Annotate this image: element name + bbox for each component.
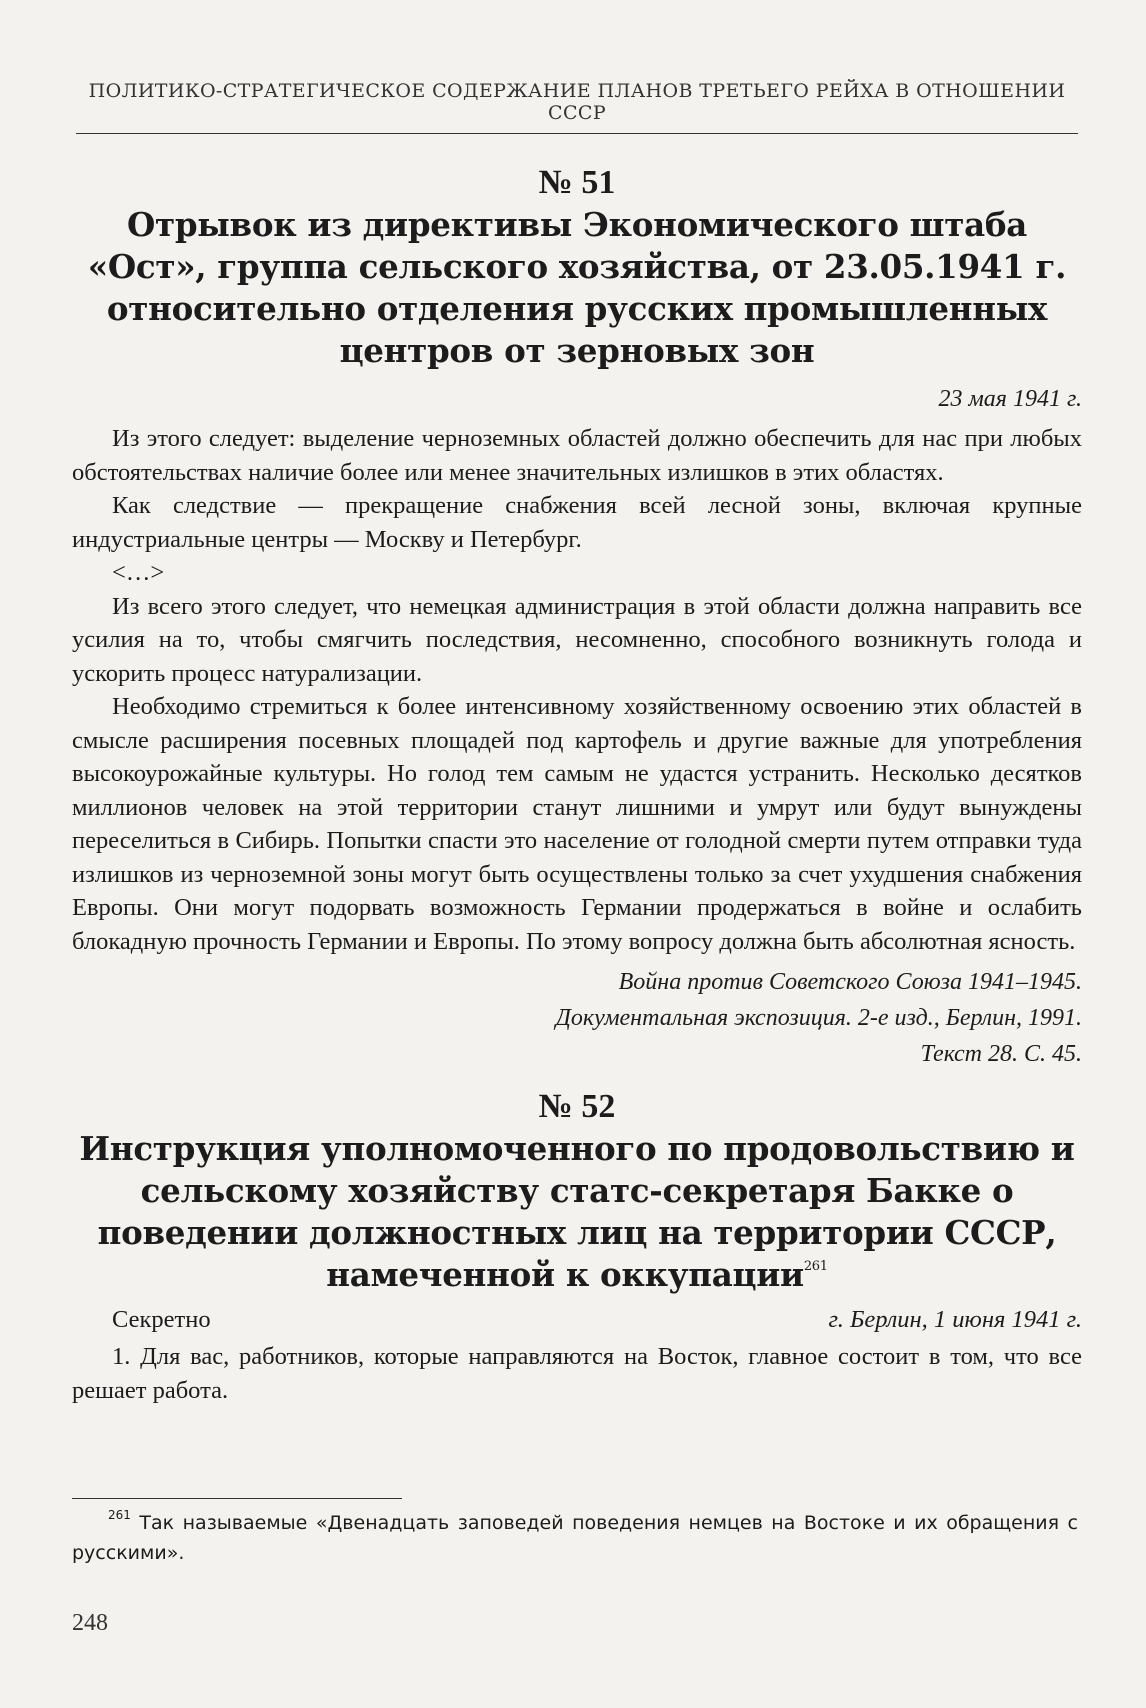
omission-mark: <…> [112, 559, 165, 586]
running-header: ПОЛИТИКО-СТРАТЕГИЧЕСКОЕ СОДЕРЖАНИЕ ПЛАНОВ ТРЕТЬЕГО РЕЙХА В ОТНОШЕНИИ СССР [88, 80, 1066, 124]
footnote-text: Так называемые «Двенадцать заповедей поведения немцев на Востоке и их обращения с русскими». [72, 1512, 1078, 1564]
paragraph: 1. Для вас, работников, которые направляются на Восток, главное состоит в том, что все решает работа. [72, 1343, 1082, 1404]
source-line: Документальная экспозиция. 2-е изд., Берлин, 1991. [555, 1005, 1082, 1031]
footnote [72, 1508, 1078, 1568]
place-and-date: г. Берлин, 1 июня 1941 г. [828, 1306, 1082, 1333]
document-number: № 51 [538, 164, 616, 201]
footnote-number: 261 [108, 1508, 131, 1522]
footnote-rule [72, 1498, 402, 1499]
source-citation [72, 964, 1082, 1072]
paragraph: Из этого следует: выделение черноземных областей должно обеспечить для нас при любых обстоятельствах наличие более или менее значительных излишков в этих областях. [72, 425, 1082, 486]
paragraph: Из всего этого следует, что немецкая администрация в этой области должна направить все усилия на то, чтобы смягчить последствия, несомненно, способного возникнуть голода и ускорить процесс натурализации. [72, 592, 1082, 687]
page-content [72, 150, 1082, 1407]
source-line: Война против Советского Союза 1941–1945. [618, 969, 1082, 995]
document-meta [72, 1302, 1082, 1338]
source-line: Текст 28. С. 45. [920, 1041, 1082, 1067]
document-date: 23 мая 1941 г. [938, 386, 1082, 412]
footnote-reference: 261 [803, 1259, 828, 1274]
header-rule [76, 133, 1078, 134]
document-title-text: Инструкция уполномоченного по продовольствию и сельскому хозяйству статс-секретаря Бакке о поведении должностных лиц на территории СССР, намеченной к оккупации [79, 1129, 1075, 1294]
page-number: 248 [72, 1610, 108, 1636]
classification: Секретно [112, 1306, 211, 1333]
document-52 [72, 1086, 1082, 1407]
document-title [72, 1128, 1082, 1296]
document-number: № 52 [538, 1088, 616, 1125]
document-51 [72, 162, 1082, 1072]
paragraph: Как следствие — прекращение снабжения всей лесной зоны, включая крупные индустриальные центры — Москву и Петербург. [72, 492, 1082, 553]
document-title: Отрывок из директивы Экономического штаба «Ост», группа сельского хозяйства, от 23.05.1941 г. относительно отделения русских промышленных центров от зерновых зон [87, 205, 1067, 370]
paragraph: Необходимо стремиться к более интенсивному хозяйственному освоению этих областей в смысле расширения посевных площадей под картофель и другие важные для употребления высокоурожайные культуры. Но голод тем самым не удастся устранить. Несколько десятков миллионов человек на этой территории станут лишними и умрут или будут вынуждены переселиться в Сибирь. Попытки спасти это население от голодной смерти путем отправки туда излишков из черноземной зоны могут быть осуществлены только за счет ухудшения снабжения Европы. Они могут подорвать возможность Германии продержаться в войне и ослабить блокадную прочность Германии и Европы. По этому вопросу должна быть абсолютная ясность. [72, 693, 1082, 955]
